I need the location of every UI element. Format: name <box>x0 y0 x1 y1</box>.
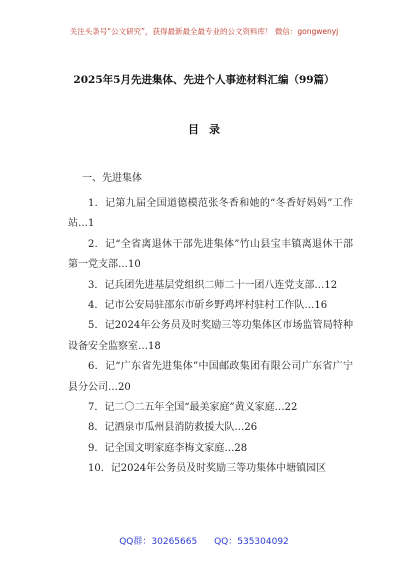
toc-item[interactable]: 5．记2024年公务员及时奖励三等功集体区市场监管局特种设备安全监察室…18 <box>68 320 353 352</box>
toc-item[interactable]: 10．记2024年公务员及时奖励三等功集体中塘镇园区 <box>88 463 327 475</box>
top-banner: 关注头条号“公文研究”，获得最新最全最专业的公文资料库！ 微信：gongwenyj <box>69 27 339 36</box>
toc-item[interactable]: 8．记酒泉市瓜州县消防救援大队…26 <box>88 422 258 434</box>
toc-item[interactable]: 3．记兵团先进基层党组织二师二十一团八连党支部…12 <box>88 279 338 291</box>
section-label: 一、先进集体 <box>82 173 142 184</box>
toc-item[interactable]: 6．记“广东省先进集体”中国邮政集团有限公司广东省广宁县分公司…20 <box>68 361 353 393</box>
toc-heading: 目录 <box>188 123 230 136</box>
toc-item[interactable]: 2．记“全省离退休干部先进集体”竹山县宝丰镇离退休干部第一党支部…10 <box>68 238 353 271</box>
toc-item[interactable]: 4．记市公安局驻邵东市斫乡野鸡坪村驻村工作队…16 <box>88 300 328 312</box>
qq-group-number: QQ群：30265665 <box>119 537 198 547</box>
toc-item[interactable]: 1．记第九届全国道德模范张冬香和她的“冬香好妈妈”工作站…1 <box>68 198 353 230</box>
table-of-contents <box>68 194 353 480</box>
document-title: 2025年5月先进集体、先进个人事迹材料汇编（99篇） <box>73 74 335 86</box>
footer-contact <box>0 534 408 547</box>
toc-item[interactable]: 9．记全国文明家庭李梅文家庭…28 <box>88 442 248 454</box>
toc-item[interactable]: 7．记二〇二五年全国“最美家庭”黄义家庭…22 <box>88 402 298 414</box>
qq-number: QQ：535304092 <box>214 537 289 547</box>
